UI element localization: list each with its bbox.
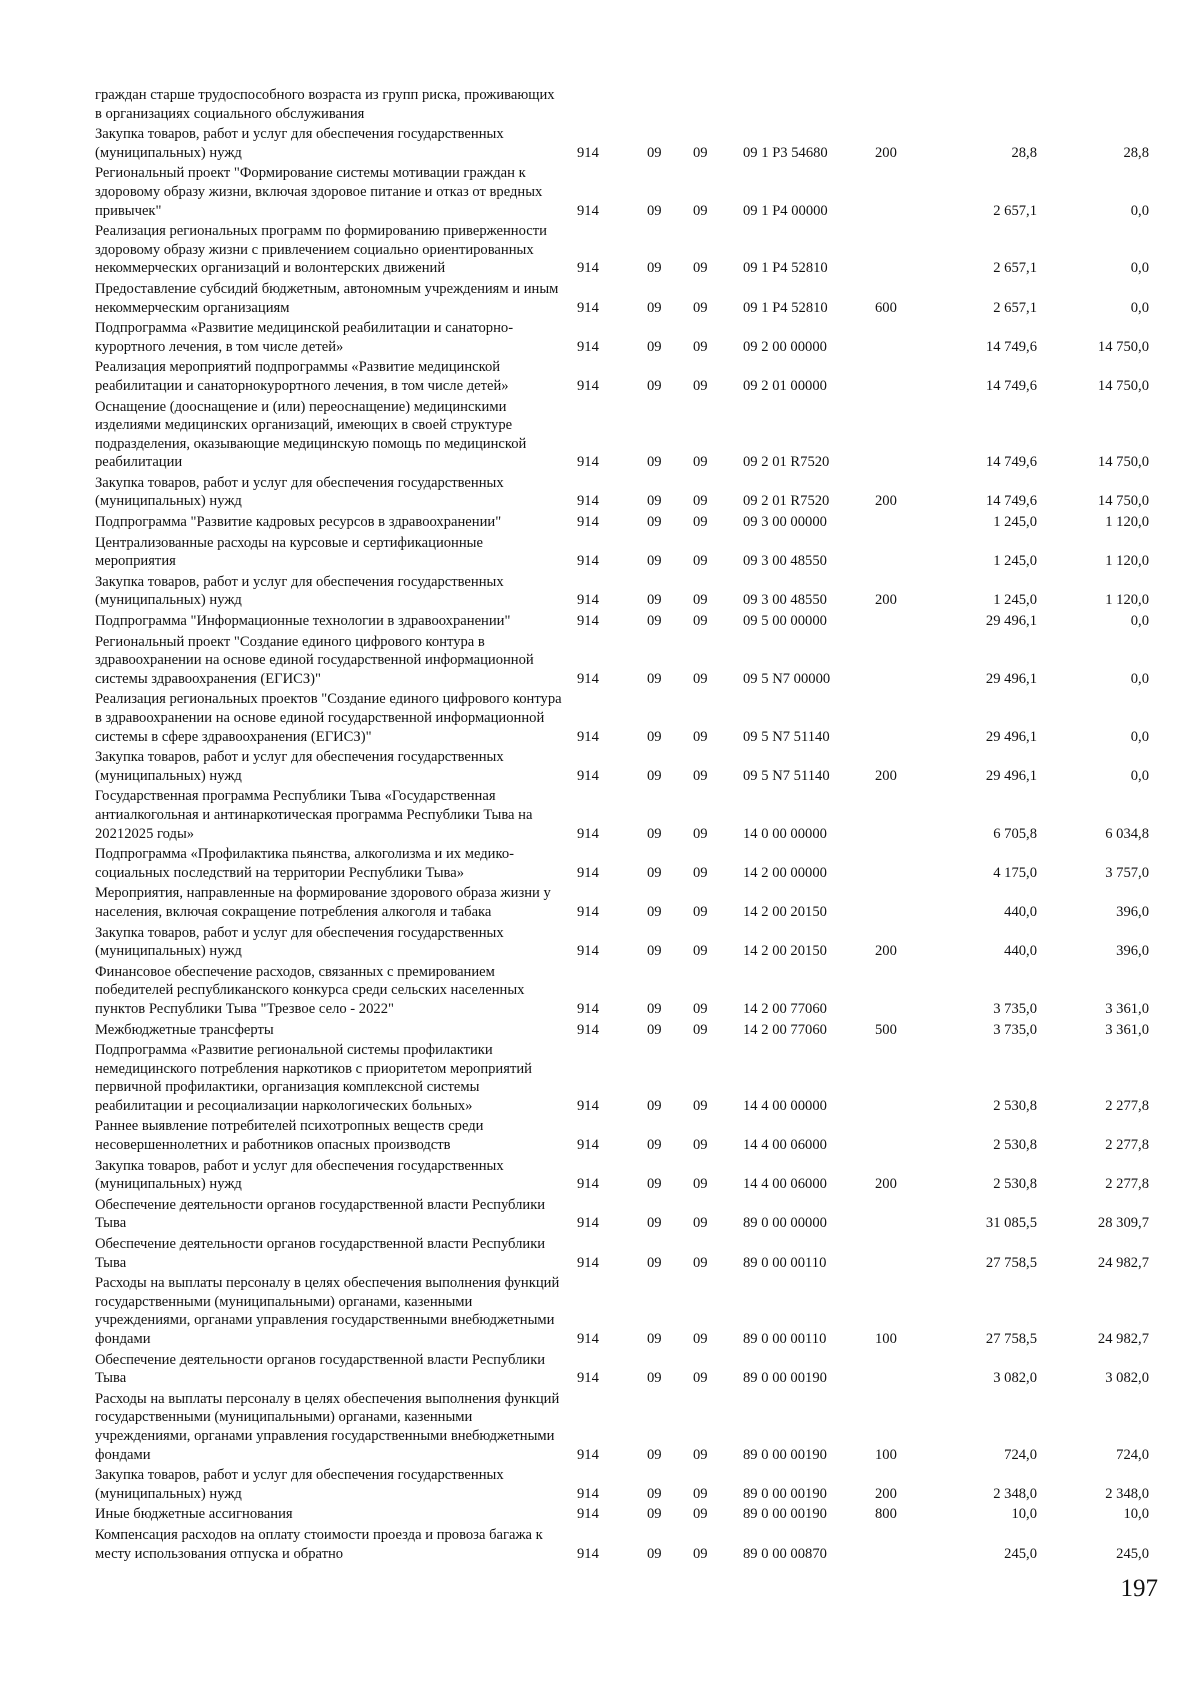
section-code: 09 [647, 613, 662, 630]
row-name: Раннее выявление потребителей психотропных веществ среди несовершеннолетних и работников опасных производств [95, 1118, 484, 1154]
amount-year-2: 0,0 [1130, 260, 1149, 277]
target-article-code: 14 2 00 77060 [743, 1000, 827, 1017]
ministry-code: 914 [577, 1545, 599, 1562]
budget-table [95, 86, 1155, 1563]
section-code: 09 [647, 514, 662, 531]
subsection-code: 09 [693, 1446, 708, 1463]
amount-year-1: 29 496,1 [985, 767, 1037, 784]
amount-year-1: 14 749,6 [985, 338, 1037, 355]
amount-year-1: 1 245,0 [993, 514, 1037, 531]
table-row [95, 1274, 1155, 1348]
section-code: 09 [647, 1254, 662, 1271]
row-name: Финансовое обеспечение расходов, связанных с премированием победителей республиканского конкурса среди сельских населенных пунктов Республики Тыва "Трезвое село - 2022" [95, 963, 525, 1017]
expense-type-code: 500 [875, 1021, 897, 1038]
table-row [95, 280, 1155, 317]
target-article-code: 14 4 00 00000 [743, 1097, 827, 1114]
target-article-code: 14 0 00 00000 [743, 825, 827, 842]
amount-year-2: 2 348,0 [1105, 1485, 1149, 1502]
ministry-code: 914 [577, 728, 599, 745]
subsection-code: 09 [693, 1215, 708, 1232]
section-code: 09 [647, 1137, 662, 1154]
target-article-code: 89 0 00 00110 [743, 1254, 827, 1271]
row-name: Закупка товаров, работ и услуг для обеспечения государственных (муниципальных) нужд [95, 1467, 504, 1502]
amount-year-2: 396,0 [1116, 903, 1149, 920]
amount-year-2: 28 309,7 [1097, 1215, 1149, 1232]
table-row [95, 1390, 1155, 1464]
table-row [95, 398, 1155, 472]
section-code: 09 [647, 1331, 662, 1347]
amount-year-2: 3 361,0 [1105, 1000, 1149, 1017]
section-code: 09 [647, 454, 662, 471]
row-name: Централизованные расходы на курсовые и сертификационные мероприятия [95, 534, 483, 570]
row-name: Межбюджетные трансферты [95, 1021, 274, 1038]
section-code: 09 [647, 943, 662, 960]
section-code: 09 [647, 1446, 662, 1463]
section-code: 09 [647, 493, 662, 510]
ministry-code: 914 [577, 613, 599, 630]
amount-year-2: 6 034,8 [1105, 825, 1149, 842]
subsection-code: 09 [693, 493, 708, 510]
ministry-code: 914 [577, 299, 599, 316]
ministry-code: 914 [577, 943, 599, 960]
amount-year-1: 440,0 [1004, 903, 1037, 920]
amount-year-2: 0,0 [1130, 299, 1149, 316]
target-article-code: 09 1 Р4 52810 [743, 299, 828, 316]
target-article-code: 14 2 00 20150 [743, 903, 827, 920]
amount-year-1: 4 175,0 [993, 864, 1037, 881]
row-name: Подпрограмма «Профилактика пьянства, алкоголизма и их медико-социальных последствий на территории Республики Тыва» [95, 846, 514, 881]
amount-year-2: 14 750,0 [1097, 338, 1149, 355]
subsection-code: 09 [693, 1370, 708, 1387]
amount-year-1: 245,0 [1004, 1545, 1037, 1562]
amount-year-1: 724,0 [1004, 1446, 1037, 1463]
amount-year-2: 0,0 [1130, 202, 1149, 219]
expense-type-code: 200 [875, 592, 897, 609]
amount-year-2: 14 750,0 [1097, 377, 1149, 394]
ministry-code: 914 [577, 493, 599, 510]
table-row [95, 787, 1155, 843]
row-name: Обеспечение деятельности органов государственной власти Республики Тыва [95, 1236, 546, 1271]
row-name: Подпрограмма «Развитие медицинской реабилитации и санаторно-курортного лечения, в том числе детей» [95, 320, 514, 355]
ministry-code: 914 [577, 377, 599, 394]
amount-year-2: 28,8 [1123, 144, 1149, 161]
row-name: Региональный проект "Формирование системы мотивации граждан к здоровому образу жизни, включая здоровое питание и отказ от вредных привычек" [95, 165, 543, 219]
target-article-code: 09 5 00 00000 [743, 613, 827, 630]
section-code: 09 [647, 377, 662, 394]
table-row [95, 573, 1155, 610]
target-article-code: 14 4 00 06000 [743, 1137, 827, 1154]
ministry-code: 914 [577, 1176, 599, 1193]
subsection-code: 09 [693, 299, 708, 316]
target-article-code: 09 2 01 R7520 [743, 493, 830, 510]
ministry-code: 914 [577, 1215, 599, 1232]
target-article-code: 14 2 00 20150 [743, 943, 827, 960]
ministry-code: 914 [577, 144, 599, 161]
target-article-code: 09 1 Р4 00000 [743, 202, 828, 219]
expense-type-code: 600 [875, 299, 897, 316]
amount-year-1: 2 657,1 [993, 299, 1037, 316]
amount-year-2: 3 757,0 [1105, 864, 1149, 881]
subsection-code: 09 [693, 202, 708, 219]
expense-type-code: 200 [875, 144, 897, 161]
ministry-code: 914 [577, 202, 599, 219]
subsection-code: 09 [693, 454, 708, 471]
row-name: Региональный проект "Создание единого цифрового контура в здравоохранении на основе единой государственной информационной системы здравоохранения (ЕГИСЗ)" [95, 633, 534, 687]
amount-year-2: 2 277,8 [1105, 1097, 1149, 1114]
amount-year-1: 2 657,1 [993, 260, 1037, 277]
ministry-code: 914 [577, 1000, 599, 1017]
table-row [95, 884, 1155, 921]
table-row [95, 924, 1155, 961]
row-name: Реализация мероприятий подпрограммы «Развитие медицинской реабилитации и санаторнокурортного лечения, в том числе детей» [95, 359, 509, 394]
subsection-code: 09 [693, 514, 708, 531]
target-article-code: 09 2 01 00000 [743, 377, 827, 394]
row-name: Закупка товаров, работ и услуг для обеспечения государственных (муниципальных) нужд [95, 924, 504, 960]
target-article-code: 14 4 00 06000 [743, 1176, 827, 1193]
target-article-code: 09 5 N7 00000 [743, 670, 831, 687]
amount-year-2: 14 750,0 [1097, 493, 1149, 510]
ministry-code: 914 [577, 1254, 599, 1271]
table-row [95, 1157, 1155, 1194]
section-code: 09 [647, 1545, 662, 1562]
amount-year-1: 27 758,5 [985, 1254, 1037, 1271]
expense-type-code: 200 [875, 1176, 897, 1193]
amount-year-1: 29 496,1 [985, 613, 1037, 630]
ministry-code: 914 [577, 1021, 599, 1038]
subsection-code: 09 [693, 1485, 708, 1502]
amount-year-1: 1 245,0 [993, 592, 1037, 609]
section-code: 09 [647, 1176, 662, 1193]
amount-year-2: 0,0 [1130, 767, 1149, 784]
ministry-code: 914 [577, 825, 599, 842]
ministry-code: 914 [577, 514, 599, 531]
target-article-code: 89 0 00 00110 [743, 1331, 827, 1347]
subsection-code: 09 [693, 144, 708, 161]
table-row [95, 1196, 1155, 1233]
amount-year-2: 0,0 [1130, 613, 1149, 630]
amount-year-1: 14 749,6 [985, 493, 1037, 510]
amount-year-1: 1 245,0 [993, 553, 1037, 570]
amount-year-1: 10,0 [1011, 1506, 1037, 1523]
amount-year-1: 2 530,8 [993, 1137, 1037, 1154]
amount-year-1: 28,8 [1011, 144, 1037, 161]
table-row [95, 612, 1155, 631]
subsection-code: 09 [693, 260, 708, 277]
amount-year-2: 0,0 [1130, 728, 1149, 745]
section-code: 09 [647, 202, 662, 219]
subsection-code: 09 [693, 592, 708, 609]
section-code: 09 [647, 864, 662, 881]
subsection-code: 09 [693, 1254, 708, 1271]
amount-year-2: 24 982,7 [1097, 1331, 1149, 1347]
ministry-code: 914 [577, 1137, 599, 1154]
target-article-code: 89 0 00 00190 [743, 1485, 827, 1502]
amount-year-2: 245,0 [1116, 1545, 1149, 1562]
table-row [95, 748, 1155, 785]
section-code: 09 [647, 592, 662, 609]
subsection-code: 09 [693, 864, 708, 881]
target-article-code: 89 0 00 00190 [743, 1446, 827, 1463]
ministry-code: 914 [577, 454, 599, 471]
amount-year-1: 14 749,6 [985, 454, 1037, 471]
table-row [95, 125, 1155, 162]
ministry-code: 914 [577, 903, 599, 920]
table-row [95, 1526, 1155, 1563]
ministry-code: 914 [577, 1506, 599, 1523]
row-name: Компенсация расходов на оплату стоимости проезда и провоза багажа к месту использования отпуска и обратно [95, 1526, 543, 1562]
expense-type-code: 800 [875, 1506, 897, 1523]
ministry-code: 914 [577, 670, 599, 687]
subsection-code: 09 [693, 903, 708, 920]
row-name: Закупка товаров, работ и услуг для обеспечения государственных (муниципальных) нужд [95, 749, 504, 784]
row-name: Закупка товаров, работ и услуг для обеспечения государственных (муниципальных) нужд [95, 474, 504, 510]
section-code: 09 [647, 670, 662, 687]
target-article-code: 09 3 00 00000 [743, 514, 827, 531]
amount-year-1: 2 657,1 [993, 202, 1037, 219]
table-row [95, 690, 1155, 746]
table-row [95, 474, 1155, 511]
row-name: Иные бюджетные ассигнования [95, 1506, 293, 1523]
row-name: Государственная программа Республики Тыва «Государственная антиалкогольная и антинаркотическая программа Республики Тыва на 20212025 годы» [95, 788, 533, 842]
ministry-code: 914 [577, 767, 599, 784]
row-name: граждан старше трудоспособного возраста из групп риска, проживающих в организациях социального обслуживания [95, 87, 555, 122]
ministry-code: 914 [577, 864, 599, 881]
table-row [95, 1021, 1155, 1040]
row-name: Расходы на выплаты персоналу в целях обеспечения выполнения функций государственными (муниципальными) органами, казенными учреждениями, органами управления государственными внебюджетными фондами [95, 1275, 560, 1347]
row-name: Обеспечение деятельности органов государственной власти Республики Тыва [95, 1196, 546, 1232]
table-row [95, 513, 1155, 532]
target-article-code: 09 5 N7 51140 [743, 728, 830, 745]
table-row [95, 358, 1155, 395]
table-row [95, 845, 1155, 882]
amount-year-2: 2 277,8 [1105, 1176, 1149, 1193]
subsection-code: 09 [693, 1331, 708, 1347]
amount-year-2: 1 120,0 [1105, 514, 1149, 531]
amount-year-1: 2 530,8 [993, 1097, 1037, 1114]
row-name: Подпрограмма "Развитие кадровых ресурсов в здравоохранении" [95, 514, 502, 531]
section-code: 09 [647, 144, 662, 161]
table-row [95, 86, 1155, 123]
table-row [95, 222, 1155, 278]
amount-year-2: 1 120,0 [1105, 592, 1149, 609]
target-article-code: 09 3 00 48550 [743, 553, 827, 570]
amount-year-1: 6 705,8 [993, 825, 1037, 842]
amount-year-2: 14 750,0 [1097, 454, 1149, 471]
target-article-code: 89 0 00 00000 [743, 1215, 827, 1232]
ministry-code: 914 [577, 1485, 599, 1502]
target-article-code: 09 1 Р3 54680 [743, 144, 828, 161]
table-row [95, 963, 1155, 1019]
subsection-code: 09 [693, 553, 708, 570]
table-row [95, 1235, 1155, 1272]
subsection-code: 09 [693, 1000, 708, 1017]
row-name: Реализация региональных проектов "Создание единого цифрового контура в здравоохранении на основе единой государственной информационной системы в сфере здравоохранения (ЕГИСЗ)" [95, 691, 562, 745]
section-code: 09 [647, 260, 662, 277]
section-code: 09 [647, 825, 662, 842]
ministry-code: 914 [577, 592, 599, 609]
amount-year-1: 27 758,5 [985, 1331, 1037, 1347]
subsection-code: 09 [693, 613, 708, 630]
expense-type-code: 100 [875, 1446, 897, 1463]
ministry-code: 914 [577, 1097, 599, 1114]
amount-year-1: 2 348,0 [993, 1485, 1037, 1502]
section-code: 09 [647, 1097, 662, 1114]
expense-type-code: 200 [875, 767, 897, 784]
section-code: 09 [647, 299, 662, 316]
amount-year-2: 724,0 [1116, 1446, 1149, 1463]
target-article-code: 09 3 00 48550 [743, 592, 827, 609]
amount-year-1: 3 082,0 [993, 1370, 1037, 1387]
target-article-code: 14 2 00 77060 [743, 1021, 827, 1038]
subsection-code: 09 [693, 1506, 708, 1523]
subsection-code: 09 [693, 1097, 708, 1114]
target-article-code: 09 5 N7 51140 [743, 767, 830, 784]
ministry-code: 914 [577, 1370, 599, 1387]
section-code: 09 [647, 338, 662, 355]
section-code: 09 [647, 1000, 662, 1017]
ministry-code: 914 [577, 260, 599, 277]
row-name: Реализация региональных программ по формированию приверженности здоровому образу жизни с привлечением социально ориентированных некоммерческих организаций и волонтерских движений [95, 223, 547, 277]
subsection-code: 09 [693, 670, 708, 687]
expense-type-code: 200 [875, 943, 897, 960]
section-code: 09 [647, 1370, 662, 1387]
section-code: 09 [647, 1021, 662, 1038]
table-row [95, 1117, 1155, 1154]
amount-year-1: 2 530,8 [993, 1176, 1037, 1193]
amount-year-1: 440,0 [1004, 943, 1037, 960]
row-name: Подпрограмма «Развитие региональной системы профилактики немедицинского потребления наркотиков с приоритетом мероприятий первичной профилактики, организация комплексной системы реабилитации и ресоциализации наркологических больных» [95, 1042, 532, 1114]
subsection-code: 09 [693, 1176, 708, 1193]
target-article-code: 09 2 01 R7520 [743, 454, 830, 471]
ministry-code: 914 [577, 553, 599, 570]
amount-year-2: 3 361,0 [1105, 1021, 1149, 1038]
subsection-code: 09 [693, 825, 708, 842]
row-name: Предоставление субсидий бюджетным, автономным учреждениям и иным некоммерческим организациям [95, 280, 559, 316]
row-name: Закупка товаров, работ и услуг для обеспечения государственных (муниципальных) нужд [95, 1157, 504, 1193]
amount-year-1: 31 085,5 [985, 1215, 1037, 1232]
section-code: 09 [647, 553, 662, 570]
row-name: Обеспечение деятельности органов государственной власти Республики Тыва [95, 1351, 546, 1387]
page-number: 197 [1120, 1575, 1158, 1602]
table-row [95, 1351, 1155, 1388]
table-row [95, 534, 1155, 571]
subsection-code: 09 [693, 767, 708, 784]
amount-year-2: 396,0 [1116, 943, 1149, 960]
amount-year-2: 3 082,0 [1105, 1370, 1149, 1387]
subsection-code: 09 [693, 943, 708, 960]
target-article-code: 89 0 00 00190 [743, 1370, 827, 1387]
subsection-code: 09 [693, 1545, 708, 1562]
section-code: 09 [647, 728, 662, 745]
table-row [95, 319, 1155, 356]
expense-type-code: 200 [875, 1485, 897, 1502]
amount-year-1: 3 735,0 [993, 1021, 1037, 1038]
expense-type-code: 100 [875, 1331, 897, 1347]
row-name: Подпрограмма "Информационные технологии в здравоохранении" [95, 613, 511, 630]
row-name: Закупка товаров, работ и услуг для обеспечения государственных (муниципальных) нужд [95, 126, 504, 161]
amount-year-2: 10,0 [1123, 1506, 1149, 1523]
subsection-code: 09 [693, 338, 708, 355]
section-code: 09 [647, 1215, 662, 1232]
amount-year-1: 3 735,0 [993, 1000, 1037, 1017]
table-row [95, 1505, 1155, 1524]
table-row [95, 164, 1155, 220]
expense-type-code: 200 [875, 493, 897, 510]
subsection-code: 09 [693, 1021, 708, 1038]
target-article-code: 09 2 00 00000 [743, 338, 827, 355]
amount-year-2: 24 982,7 [1097, 1254, 1149, 1271]
target-article-code: 89 0 00 00190 [743, 1506, 827, 1523]
section-code: 09 [647, 1485, 662, 1502]
section-code: 09 [647, 1506, 662, 1523]
row-name: Расходы на выплаты персоналу в целях обеспечения выполнения функций государственными (муниципальными) органами, казенными учреждениями, органами управления государственными внебюджетными фондами [95, 1390, 560, 1463]
table-row [95, 633, 1155, 689]
section-code: 09 [647, 767, 662, 784]
table-row [95, 1041, 1155, 1115]
row-name: Закупка товаров, работ и услуг для обеспечения государственных (муниципальных) нужд [95, 573, 504, 609]
target-article-code: 09 1 Р4 52810 [743, 260, 828, 277]
ministry-code: 914 [577, 1446, 599, 1463]
row-name: Мероприятия, направленные на формирование здорового образа жизни у населения, включая сокращение потребления алкоголя и табака [95, 885, 551, 920]
amount-year-2: 2 277,8 [1105, 1137, 1149, 1154]
target-article-code: 89 0 00 00870 [743, 1545, 827, 1562]
amount-year-2: 1 120,0 [1105, 553, 1149, 570]
target-article-code: 14 2 00 00000 [743, 864, 827, 881]
subsection-code: 09 [693, 728, 708, 745]
section-code: 09 [647, 903, 662, 920]
row-name: Оснащение (дооснащение и (или) переоснащение) медицинскими изделиями медицинских организаций, имеющих в своей структуре подразделения, оказывающие медицинскую помощь по медицинской реабилитации [95, 398, 527, 471]
subsection-code: 09 [693, 1137, 708, 1154]
amount-year-1: 29 496,1 [985, 728, 1037, 745]
amount-year-1: 29 496,1 [985, 670, 1037, 687]
ministry-code: 914 [577, 338, 599, 355]
amount-year-2: 0,0 [1130, 670, 1149, 687]
table-row [95, 1466, 1155, 1503]
ministry-code: 914 [577, 1331, 599, 1347]
amount-year-1: 14 749,6 [985, 377, 1037, 394]
subsection-code: 09 [693, 377, 708, 394]
